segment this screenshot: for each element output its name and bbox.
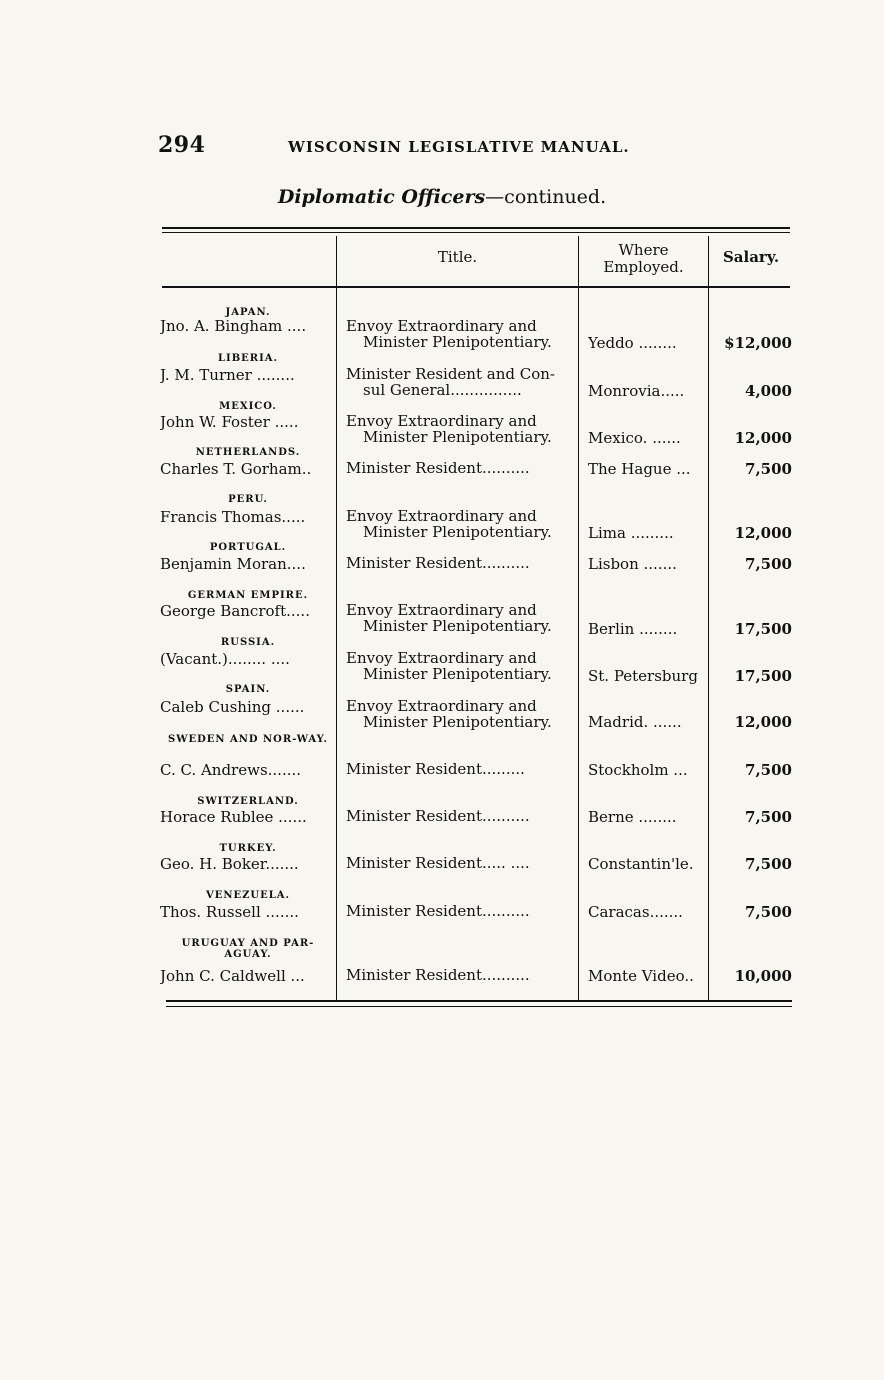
officer-name: Geo. H. Boker....... [160, 855, 299, 873]
where-employed: Monte Video.. [588, 967, 694, 985]
where-employed: Berne ........ [588, 808, 677, 826]
title-line2: Minister Plenipotentiary. [363, 333, 552, 350]
officer-name: J. M. Turner ........ [160, 366, 295, 384]
salary-value: $12,000 [724, 334, 792, 352]
salary-value: 12,000 [734, 429, 792, 447]
where-employed: Monrovia..... [588, 382, 685, 400]
country-label: PERU. [228, 494, 268, 505]
salary-value: 10,000 [734, 967, 792, 985]
title-line1: Minister Resident.......... [346, 555, 530, 571]
officer-name: Jno. A. Bingham .... [160, 317, 307, 335]
officer-title [346, 855, 578, 871]
officer-title [346, 808, 578, 824]
where-employed: Madrid. ...... [588, 713, 682, 731]
top-rule-thin [162, 232, 790, 233]
column-divider [578, 236, 579, 1000]
officer-name: John W. Foster ..... [160, 413, 299, 431]
title-line1: Envoy Extraordinary and [346, 698, 537, 715]
where-employed: Constantin'le. [588, 855, 694, 873]
column-header-where-employed [579, 242, 708, 276]
officer-title [346, 366, 578, 398]
title-line1: Minister Resident.......... [346, 460, 530, 476]
officer-title [346, 555, 578, 571]
officer-name: Charles T. Gorham.. [160, 460, 312, 478]
officer-name: John C. Caldwell ... [160, 967, 305, 985]
title-line1: Envoy Extraordinary and [346, 318, 537, 335]
country-label: GERMAN EMPIRE. [187, 590, 309, 601]
salary-value: 17,500 [734, 620, 792, 638]
title-line1: Minister Resident.......... [346, 903, 530, 919]
title-line1: Minister Resident......... [346, 761, 525, 777]
page-number: 294 [158, 132, 206, 158]
header-rule [162, 286, 790, 288]
title-line1: Envoy Extraordinary and [346, 413, 537, 430]
salary-value: 12,000 [734, 713, 792, 731]
country-label: SWITZERLAND. [197, 796, 299, 807]
country-label: JAPAN. [225, 307, 271, 318]
salary-value: 7,500 [745, 555, 792, 573]
salary-value: 4,000 [745, 382, 792, 400]
where-employed: Yeddo ........ [588, 334, 677, 352]
country-label: SPAIN. [225, 684, 271, 695]
officer-name: Francis Thomas..... [160, 508, 306, 526]
officer-title [346, 967, 578, 983]
top-rule [162, 227, 790, 229]
officer-title [346, 460, 578, 476]
officer-title [346, 508, 578, 540]
column-header-where-line1: Where [618, 241, 669, 259]
title-line1: Envoy Extraordinary and [346, 650, 537, 667]
bottom-rule-thin [166, 1006, 792, 1007]
country-label: PORTUGAL. [209, 542, 287, 553]
title-line1: Minister Resident..... .... [346, 855, 530, 871]
officer-name: Benjamin Moran.... [160, 555, 306, 573]
title-line2: Minister Plenipotentiary. [363, 713, 552, 730]
officer-title [346, 413, 578, 445]
where-employed: Berlin ........ [588, 620, 678, 638]
salary-value: 7,500 [745, 855, 792, 873]
running-head: WISCONSIN LEGISLATIVE MANUAL. [288, 138, 630, 156]
salary-value: 7,500 [745, 460, 792, 478]
country-label: SWEDEN AND NOR-WAY. [168, 734, 328, 745]
section-title [0, 186, 884, 208]
title-line2: Minister Plenipotentiary. [363, 665, 552, 682]
where-employed: Mexico. ...... [588, 429, 681, 447]
title-line2: Minister Plenipotentiary. [363, 617, 552, 634]
column-header-title: Title. [437, 248, 478, 266]
salary-value: 12,000 [734, 524, 792, 542]
section-title-italic: Diplomatic Officers [277, 186, 486, 208]
title-line2: Minister Plenipotentiary. [363, 428, 552, 445]
title-line2: Minister Plenipotentiary. [363, 523, 552, 540]
country-label: TURKEY. [219, 843, 277, 854]
where-employed: Lima ......... [588, 524, 674, 542]
officer-title [346, 761, 578, 777]
where-employed: Stockholm ... [588, 761, 688, 779]
bottom-rule [166, 1000, 792, 1002]
officer-title [346, 698, 578, 730]
officer-title [346, 903, 578, 919]
where-employed: Lisbon ....... [588, 555, 677, 573]
title-line1: Minister Resident and Con- [346, 366, 555, 383]
salary-value: 7,500 [745, 903, 792, 921]
title-line1: Envoy Extraordinary and [346, 602, 537, 619]
section-title-rest: —continued. [485, 186, 607, 208]
officer-title [346, 602, 578, 634]
title-line1: Minister Resident.......... [346, 808, 530, 824]
country-label: LIBERIA. [217, 353, 278, 364]
salary-value: 7,500 [745, 761, 792, 779]
officer-name: George Bancroft..... [160, 602, 310, 620]
country-label: RUSSIA. [220, 637, 276, 648]
page-header [158, 132, 798, 162]
officer-name: C. C. Andrews....... [160, 761, 302, 779]
where-employed: The Hague ... [588, 460, 691, 478]
column-header-salary: Salary. [722, 248, 780, 266]
officer-name: Caleb Cushing ...... [160, 698, 305, 716]
country-label: VENEZUELA. [205, 890, 291, 901]
column-divider [336, 236, 337, 1000]
salary-value: 7,500 [745, 808, 792, 826]
column-header-where-line2: Employed. [603, 258, 684, 276]
salary-value: 17,500 [734, 667, 792, 685]
where-employed: Caracas....... [588, 903, 683, 921]
title-line1: Envoy Extraordinary and [346, 508, 537, 525]
officer-name: Horace Rublee ...... [160, 808, 307, 826]
officer-name: (Vacant.)........ .... [160, 650, 290, 668]
title-line2: sul General............... [363, 381, 522, 398]
country-label: URUGUAY AND PAR-AGUAY. [181, 938, 315, 960]
country-label: MEXICO. [219, 401, 277, 412]
title-line1: Minister Resident.......... [346, 967, 530, 983]
where-employed: St. Petersburg [588, 667, 698, 685]
officer-title [346, 650, 578, 682]
country-label: NETHERLANDS. [195, 447, 301, 458]
officer-title [346, 318, 578, 350]
officer-name: Thos. Russell ....... [160, 903, 299, 921]
